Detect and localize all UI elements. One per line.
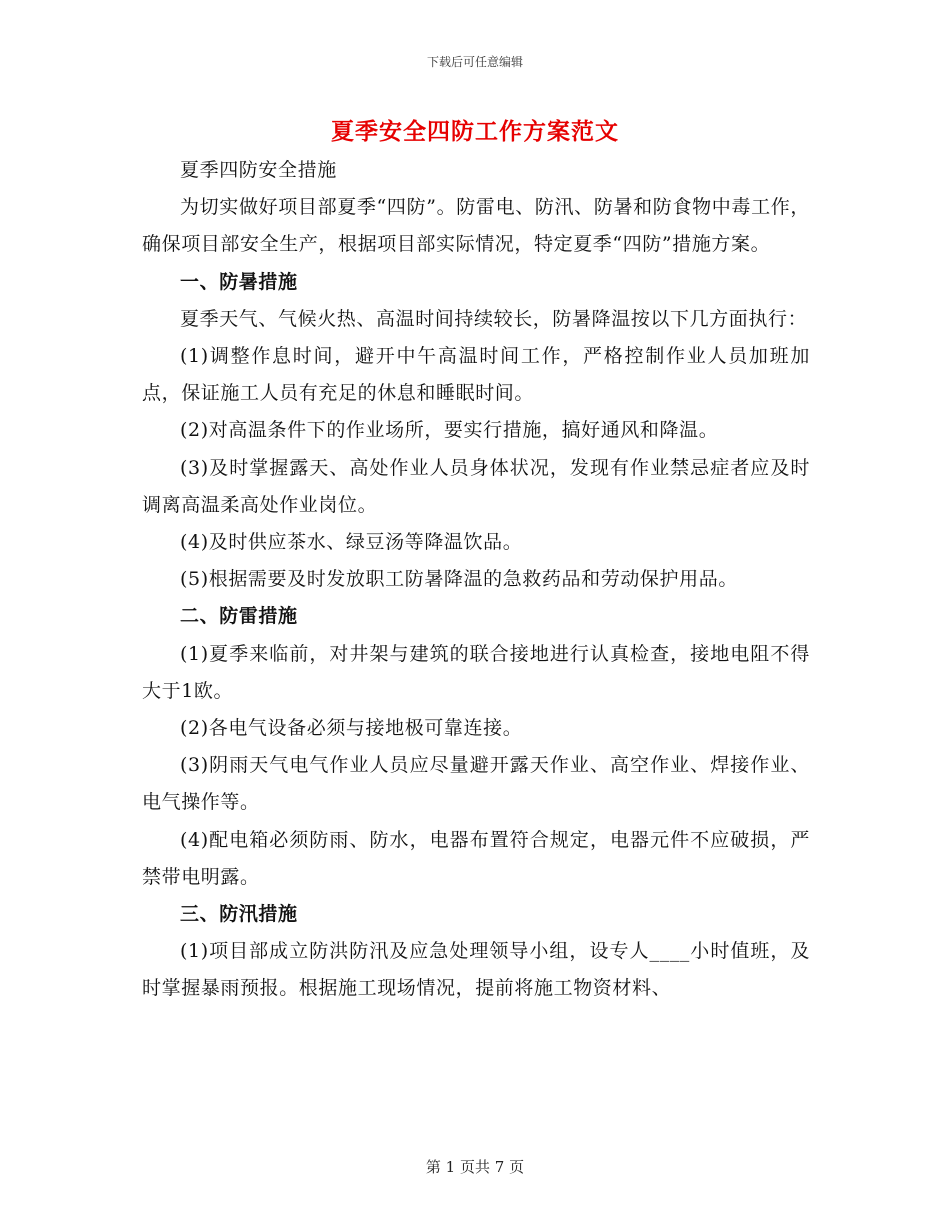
- paragraph: (2)对高温条件下的作业场所，要实行措施，搞好通风和降温。: [180, 419, 719, 442]
- document-body: [142, 152, 810, 1008]
- paragraph: (4)配电箱必须防雨、防水，电器布置符合规定，电器元件不应破损，严禁带电明露。: [142, 828, 810, 888]
- paragraph: (3)阴雨天气电气作业人员应尽量避开露天作业、高空作业、焊接作业、电气操作等。: [142, 754, 810, 814]
- paragraph: (4)及时供应茶水、绿豆汤等降温饮品。: [180, 531, 523, 554]
- paragraph: (1)项目部成立防洪防汛及应急处理领导小组，设专人____小时值班，及时掌握暴雨预报。根据施工现场情况，提前将施工物资材料、: [142, 940, 810, 1000]
- paragraph: (1)调整作息时间，避开中午高温时间工作，严格控制作业人员加班加点，保证施工人员有充足的休息和睡眠时间。: [142, 345, 810, 405]
- section-heading: 一、防暑措施: [180, 270, 298, 293]
- paragraph: 为切实做好项目部夏季“四防”。防雷电、防汛、防暑和防食物中毒工作，确保项目部安全生产，根据项目部实际情况，特定夏季“四防”措施方案。: [142, 196, 810, 256]
- page-header: 下载后可任意编辑: [426, 55, 523, 69]
- section-heading: 三、防汛措施: [180, 903, 298, 926]
- paragraph: (1)夏季来临前，对井架与建筑的联合接地进行认真检查，接地电阻不得大于1欧。: [142, 642, 810, 702]
- paragraph: (5)根据需要及时发放职工防暑降温的急救药品和劳动保护用品。: [180, 568, 738, 591]
- page-footer: 第 1 页共 7 页: [425, 1158, 525, 1176]
- paragraph: (3)及时掌握露天、高处作业人员身体状况，发现有作业禁忌症者应及时调离高温柔高处作业岗位。: [142, 456, 810, 516]
- paragraph: 夏季四防安全措施: [180, 159, 337, 181]
- section-heading: 二、防雷措施: [180, 605, 298, 628]
- document-title: 夏季安全四防工作方案范文: [331, 118, 619, 145]
- paragraph: (2)各电气设备必须与接地极可靠连接。: [180, 717, 523, 740]
- paragraph: 夏季天气、气候火热、高温时间持续较长，防暑降温按以下几方面执行：: [180, 307, 808, 330]
